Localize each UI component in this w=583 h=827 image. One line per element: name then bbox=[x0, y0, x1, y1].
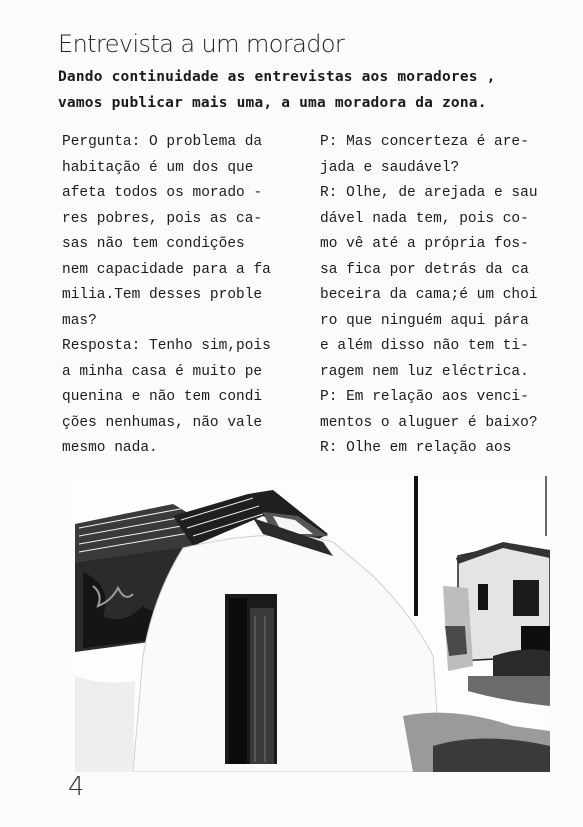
text-line: ragem nem luz eléctrica. bbox=[320, 363, 529, 380]
house-photo bbox=[73, 476, 550, 772]
utility-pole bbox=[414, 476, 418, 616]
intro-line: Dando continuidade as entrevistas aos moradores , bbox=[58, 69, 496, 85]
text-line: ro que ninguém aqui pára bbox=[320, 312, 529, 329]
left-column bbox=[62, 130, 308, 462]
text-line: sas não tem condições bbox=[62, 236, 245, 252]
text-line: P: Mas concerteza é are- bbox=[320, 134, 529, 150]
intro-line: vamos publicar mais uma, a uma moradora da zona. bbox=[58, 95, 487, 111]
text-line: afeta todos os morado - bbox=[62, 185, 263, 201]
text-line: mentos o aluguer é baixo? bbox=[320, 414, 538, 431]
text-line: mas? bbox=[62, 312, 97, 329]
text-line: e além disso não tem ti- bbox=[320, 338, 529, 354]
text-line: res pobres, pois as ca- bbox=[62, 210, 263, 227]
text-line: Pergunta: O problema da bbox=[62, 134, 263, 150]
text-line: milia.Tem desses proble bbox=[62, 287, 263, 303]
text-line: a minha casa é muito pe bbox=[62, 363, 263, 380]
page-number: 4 bbox=[68, 772, 85, 802]
text-line: beceira da cama;é um choi bbox=[320, 287, 538, 303]
text-line: R: Olhe, de arejada e sau bbox=[320, 185, 538, 201]
house-door bbox=[225, 594, 277, 764]
text-line: R: Olhe em relação aos bbox=[320, 440, 512, 456]
text-line: nem capacidade para a fa bbox=[62, 261, 271, 278]
text-line: Resposta: Tenho sim,pois bbox=[62, 338, 271, 354]
text-line: ções nenhumas, não vale bbox=[62, 414, 263, 431]
text-line: sa fica por detrás da ca bbox=[320, 261, 529, 278]
right-column bbox=[320, 130, 570, 462]
text-line: mo vê até a própria fos- bbox=[320, 236, 529, 252]
text-line: jada e saudável? bbox=[320, 159, 460, 176]
text-line: mesmo nada. bbox=[62, 440, 158, 456]
text-line: dável nada tem, pois co- bbox=[320, 210, 529, 227]
article-title: Entrevista a um morador bbox=[58, 30, 345, 58]
text-line: habitação é um dos que bbox=[62, 159, 254, 176]
text-line: P: Em relação aos venci- bbox=[320, 389, 529, 405]
text-line: quenina e não tem condi bbox=[62, 389, 263, 405]
article-intro bbox=[58, 64, 568, 116]
